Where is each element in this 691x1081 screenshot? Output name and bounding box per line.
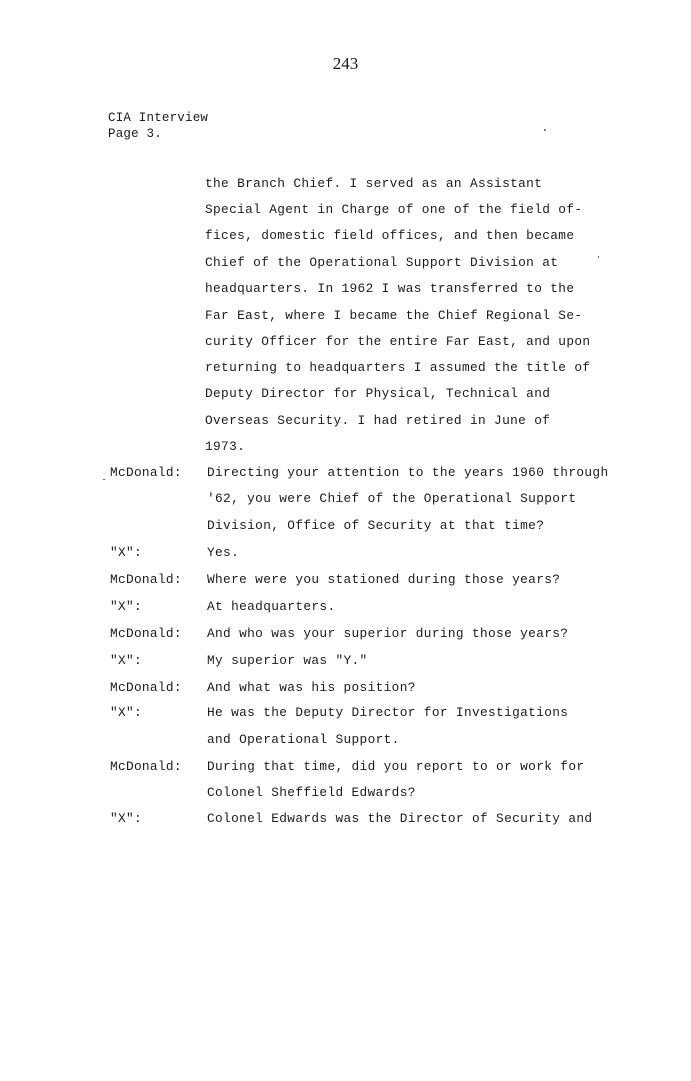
speaker-label: McDonald:	[110, 626, 182, 641]
dialogue-line: At headquarters.	[207, 599, 336, 614]
body-line: Special Agent in Charge of one of the field of-	[205, 202, 583, 217]
dialogue-line: and Operational Support.	[207, 732, 400, 747]
body-line: Chief of the Operational Support Division at	[205, 255, 559, 270]
body-line: fices, domestic field offices, and then became	[205, 228, 575, 243]
speaker-label: "X":	[110, 599, 142, 614]
dialogue-line: Colonel Edwards was the Director of Security and	[207, 811, 593, 826]
dialogue-line: And what was his position?	[207, 680, 416, 695]
scan-speck	[103, 479, 105, 480]
speaker-label: McDonald:	[110, 759, 182, 774]
body-line: Deputy Director for Physical, Technical and	[205, 386, 551, 401]
body-line: the Branch Chief. I served as an Assistant	[205, 176, 543, 191]
dialogue-line: Colonel Sheffield Edwards?	[207, 785, 416, 800]
scan-speck	[598, 256, 599, 258]
header-title: CIA Interview	[108, 111, 209, 125]
dialogue-line: During that time, did you report to or work for	[207, 759, 585, 774]
speaker-label: McDonald:	[110, 680, 182, 695]
header-page-label: Page 3.	[108, 127, 162, 141]
speaker-label: McDonald:	[110, 465, 182, 480]
speaker-label: "X":	[110, 653, 142, 668]
body-line: returning to headquarters I assumed the title of	[205, 360, 591, 375]
dialogue-line: '62, you were Chief of the Operational Support	[207, 491, 577, 506]
dialogue-line: Division, Office of Security at that time?	[207, 518, 545, 533]
body-line: Overseas Security. I had retired in June of	[205, 413, 551, 428]
speaker-label: McDonald:	[110, 572, 182, 587]
body-line: 1973.	[205, 439, 246, 454]
dialogue-line: Directing your attention to the years 1960 through	[207, 465, 609, 480]
page-number: 243	[332, 54, 359, 73]
document-header	[108, 110, 208, 142]
dialogue-line: Yes.	[207, 545, 240, 560]
speaker-label: "X":	[110, 811, 142, 826]
dialogue-line: Where were you stationed during those years?	[207, 572, 561, 587]
dialogue-line: He was the Deputy Director for Investigations	[207, 705, 569, 720]
body-line: headquarters. In 1962 I was transferred to the	[205, 281, 575, 296]
dialogue-line: And who was your superior during those years?	[207, 626, 569, 641]
body-line: curity Officer for the entire Far East, and upon	[205, 334, 591, 349]
speaker-label: "X":	[110, 545, 142, 560]
dialogue-line: My superior was "Y."	[207, 653, 368, 668]
speaker-label: "X":	[110, 705, 142, 720]
scan-speck	[544, 129, 546, 131]
body-line: Far East, where I became the Chief Regional Se-	[205, 308, 583, 323]
